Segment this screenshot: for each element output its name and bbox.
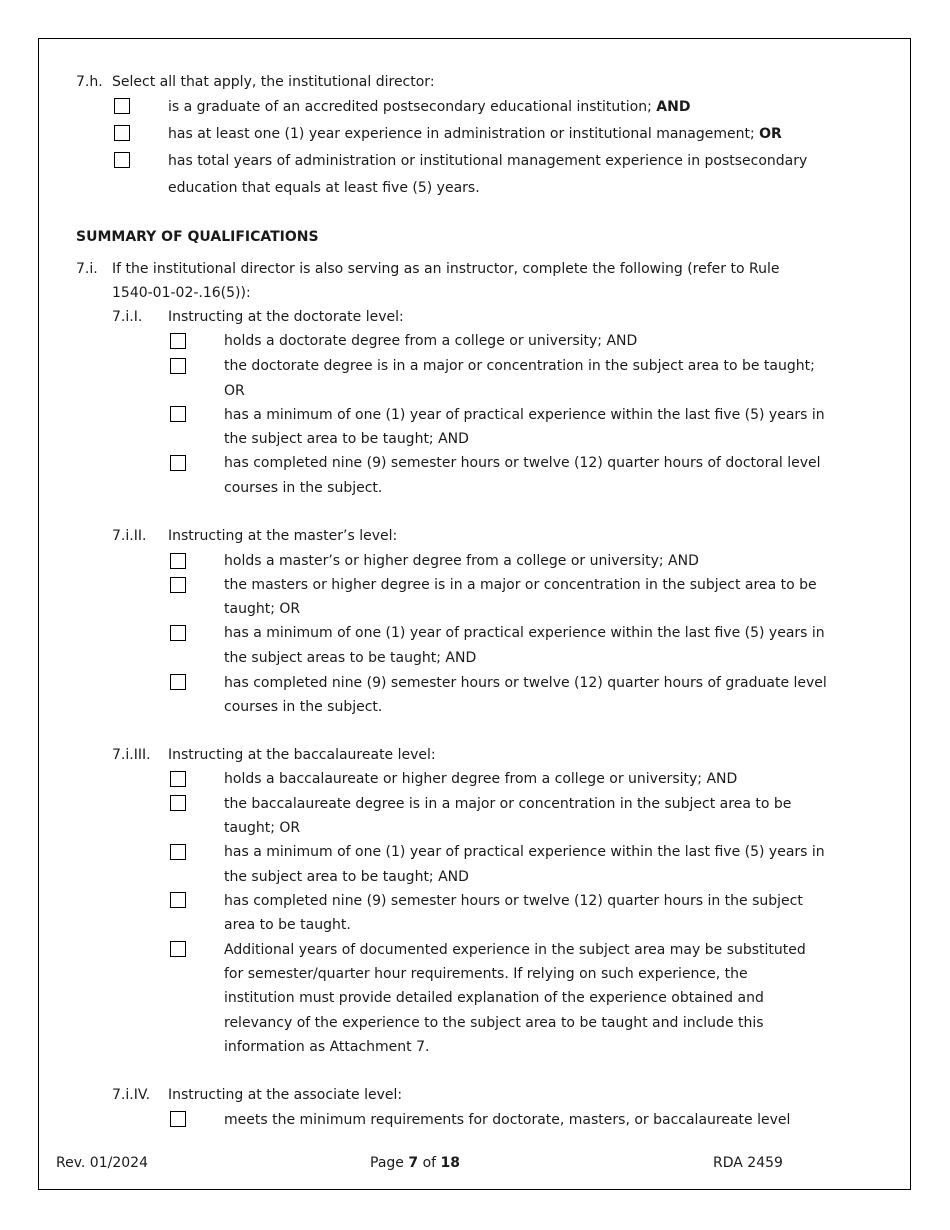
- baccalaureate-option-4-line2: area to be taught.: [224, 917, 351, 933]
- option-7h-total-years-line2: education that equals at least five (5) years.: [168, 180, 480, 196]
- masters-option-3-line1: has a minimum of one (1) year of practical experience within the last five (5) years in: [224, 625, 825, 641]
- doctorate-option-3-line2: the subject area to be taught; AND: [224, 431, 469, 447]
- doctorate-option-3-line1: has a minimum of one (1) year of practical experience within the last five (5) years in: [224, 407, 825, 423]
- checkbox-doctorate-degree[interactable]: [170, 333, 186, 349]
- footer-page-number: Page 7 of 18: [370, 1155, 460, 1171]
- baccalaureate-option-5-line3: institution must provide detailed explanation of the experience obtained and: [224, 990, 764, 1006]
- checkbox-masters-experience[interactable]: [170, 625, 186, 641]
- doctorate-option-4-line2: courses in the subject.: [224, 480, 383, 496]
- baccalaureate-option-3-line1: has a minimum of one (1) year of practical experience within the last five (5) years in: [224, 844, 825, 860]
- checkbox-baccalaureate-degree[interactable]: [170, 771, 186, 787]
- baccalaureate-number: 7.i.III.: [112, 747, 151, 763]
- and-emphasis: AND: [656, 99, 691, 115]
- checkbox-baccalaureate-additional-experience[interactable]: [170, 941, 186, 957]
- section-7h-intro: Select all that apply, the institutional director:: [112, 74, 435, 90]
- baccalaureate-option-3-line2: the subject area to be taught; AND: [224, 869, 469, 885]
- checkbox-7h-experience[interactable]: [114, 125, 130, 141]
- checkbox-masters-major[interactable]: [170, 577, 186, 593]
- masters-option-3-line2: the subject areas to be taught; AND: [224, 650, 477, 666]
- checkbox-7h-total-years[interactable]: [114, 152, 130, 168]
- baccalaureate-option-5-line4: relevancy of the experience to the subject area to be taught and include this: [224, 1015, 764, 1031]
- masters-title: Instructing at the master’s level:: [168, 528, 398, 544]
- section-7i-intro-line2: 1540-01-02-.16(5)):: [112, 285, 251, 301]
- baccalaureate-option-5-line5: information as Attachment 7.: [224, 1039, 430, 1055]
- checkbox-baccalaureate-major[interactable]: [170, 795, 186, 811]
- section-7h-number: 7.h.: [76, 74, 103, 90]
- or-emphasis: OR: [759, 126, 782, 142]
- masters-option-1: holds a master’s or higher degree from a college or university; AND: [224, 553, 699, 569]
- baccalaureate-option-4-line1: has completed nine (9) semester hours or twelve (12) quarter hours in the subject: [224, 893, 803, 909]
- baccalaureate-option-5-line2: for semester/quarter hour requirements. If relying on such experience, the: [224, 966, 748, 982]
- doctorate-option-4-line1: has completed nine (9) semester hours or twelve (12) quarter hours of doctoral level: [224, 455, 821, 471]
- checkbox-masters-degree[interactable]: [170, 553, 186, 569]
- doctorate-option-1: holds a doctorate degree from a college or university; AND: [224, 333, 638, 349]
- associate-title: Instructing at the associate level:: [168, 1087, 403, 1103]
- checkbox-doctorate-experience[interactable]: [170, 406, 186, 422]
- option-7h-graduate: is a graduate of an accredited postsecondary educational institution; AND: [168, 99, 691, 115]
- doctorate-number: 7.i.I.: [112, 309, 143, 325]
- checkbox-baccalaureate-hours[interactable]: [170, 892, 186, 908]
- checkbox-doctorate-major[interactable]: [170, 358, 186, 374]
- masters-option-4-line1: has completed nine (9) semester hours or twelve (12) quarter hours of graduate level: [224, 675, 827, 691]
- checkbox-baccalaureate-experience[interactable]: [170, 844, 186, 860]
- associate-option-1: meets the minimum requirements for doctorate, masters, or baccalaureate level: [224, 1112, 791, 1128]
- masters-option-2-line1: the masters or higher degree is in a major or concentration in the subject area to be: [224, 577, 817, 593]
- masters-option-4-line2: courses in the subject.: [224, 699, 383, 715]
- footer-revision: Rev. 01/2024: [56, 1155, 148, 1171]
- baccalaureate-option-2-line2: taught; OR: [224, 820, 301, 836]
- option-7h-experience: has at least one (1) year experience in administration or institutional management; OR: [168, 126, 782, 142]
- baccalaureate-option-2-line1: the baccalaureate degree is in a major or concentration in the subject area to be: [224, 796, 792, 812]
- section-7i-number: 7.i.: [76, 261, 98, 277]
- masters-number: 7.i.II.: [112, 528, 147, 544]
- masters-option-2-line2: taught; OR: [224, 601, 301, 617]
- checkbox-doctorate-hours[interactable]: [170, 455, 186, 471]
- doctorate-title: Instructing at the doctorate level:: [168, 309, 404, 325]
- checkbox-associate-minimum[interactable]: [170, 1111, 186, 1127]
- summary-heading: SUMMARY OF QUALIFICATIONS: [76, 229, 319, 245]
- footer-form-id: RDA 2459: [713, 1155, 783, 1171]
- baccalaureate-option-1: holds a baccalaureate or higher degree from a college or university; AND: [224, 771, 738, 787]
- checkbox-7h-graduate[interactable]: [114, 98, 130, 114]
- doctorate-option-2-line1: the doctorate degree is in a major or concentration in the subject area to be taught;: [224, 358, 815, 374]
- section-7i-intro-line1: If the institutional director is also serving as an instructor, complete the following (refer to Rule: [112, 261, 780, 277]
- baccalaureate-title: Instructing at the baccalaureate level:: [168, 747, 436, 763]
- baccalaureate-option-5-line1: Additional years of documented experience in the subject area may be substituted: [224, 942, 806, 958]
- doctorate-option-2-line2: OR: [224, 383, 245, 399]
- checkbox-masters-hours[interactable]: [170, 674, 186, 690]
- option-7h-total-years-line1: has total years of administration or institutional management experience in postsecondary: [168, 153, 808, 169]
- associate-number: 7.i.IV.: [112, 1087, 151, 1103]
